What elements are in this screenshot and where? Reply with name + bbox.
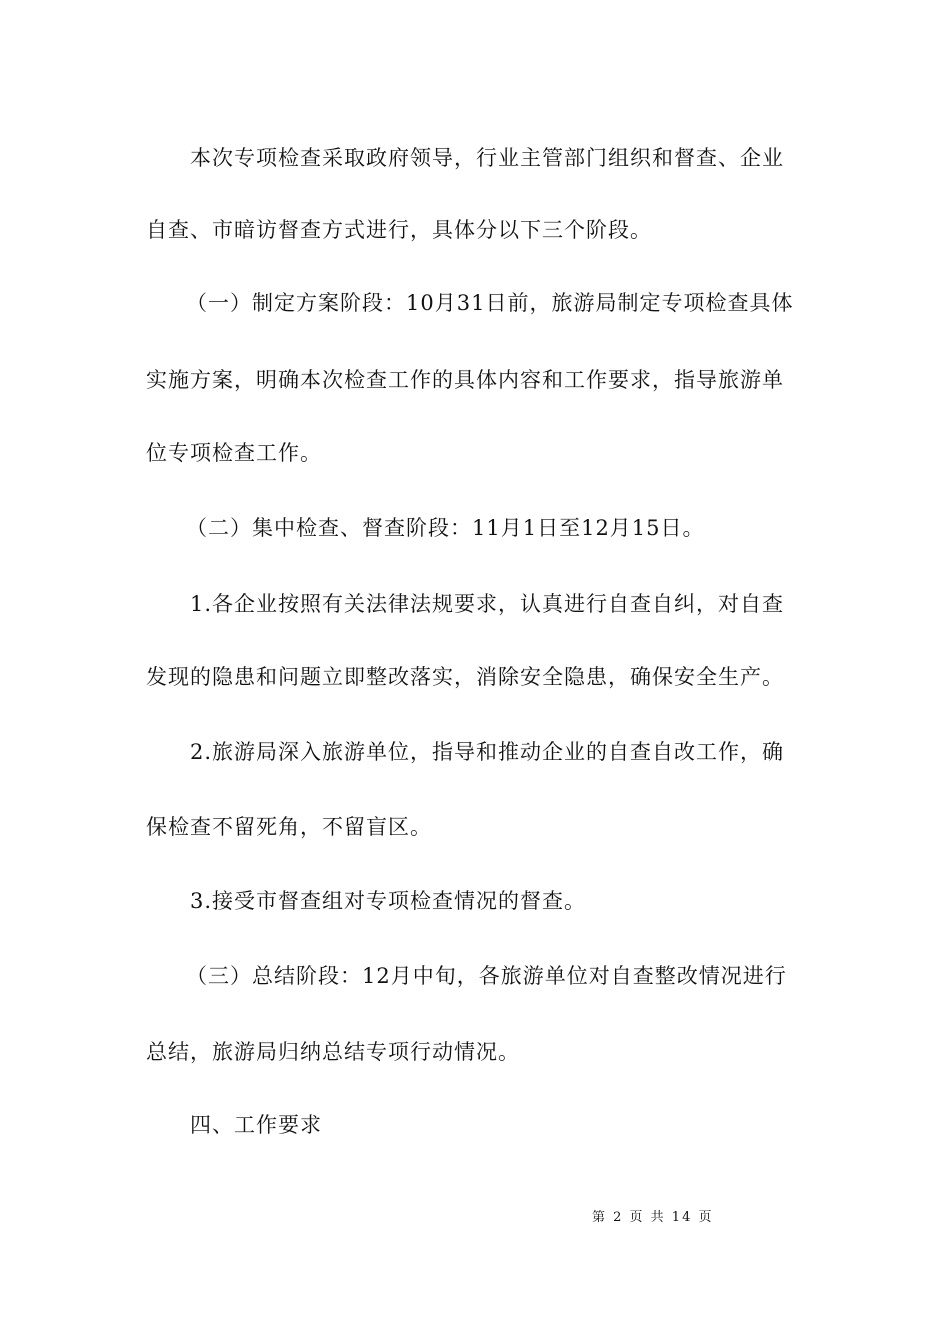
paragraph-4-line-1: 1.各企业按照有关法律法规要求，认真进行自查自纠，对自查 (190, 592, 785, 616)
paragraph-7-line-2: 总结，旅游局归纳总结专项行动情况。 (146, 1040, 520, 1064)
paragraph-1-line-2: 自查、市暗访督查方式进行，具体分以下三个阶段。 (146, 218, 652, 242)
paragraph-5-line-1: 2.旅游局深入旅游单位，指导和推动企业的自查自改工作，确 (190, 740, 785, 764)
paragraph-2-line-1: （一）制定方案阶段：10月31日前，旅游局制定专项检查具体 (186, 291, 794, 315)
paragraph-3-line-1: （二）集中检查、督查阶段：11月1日至12月15日。 (186, 516, 705, 540)
paragraph-7-line-1: （三）总结阶段：12月中旬，各旅游单位对自查整改情况进行 (186, 964, 787, 988)
section-heading: 四、工作要求 (190, 1113, 322, 1137)
paragraph-2-line-2: 实施方案，明确本次检查工作的具体内容和工作要求，指导旅游单 (146, 368, 784, 392)
paragraph-1-line-1: 本次专项检查采取政府领导，行业主管部门组织和督查、企业 (190, 146, 784, 170)
paragraph-5-line-2: 保检查不留死角，不留盲区。 (146, 815, 432, 839)
paragraph-2-line-3: 位专项检查工作。 (146, 441, 322, 465)
page-number: 第 2 页 共 14 页 (592, 1210, 714, 1225)
paragraph-4-line-2: 发现的隐患和问题立即整改落实，消除安全隐患，确保安全生产。 (146, 665, 784, 689)
paragraph-6-line-1: 3.接受市督查组对专项检查情况的督查。 (190, 889, 587, 913)
